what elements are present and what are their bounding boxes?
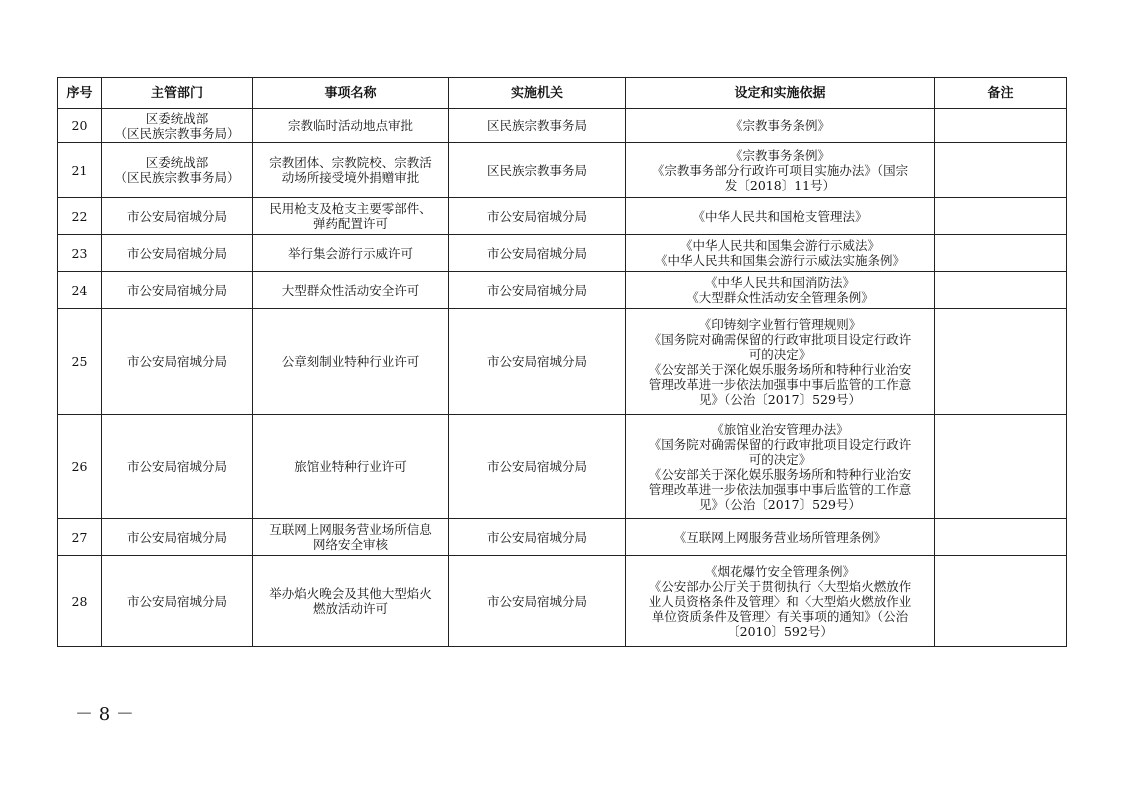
item-name-cell-line: 互联网上网服务营业场所信息 bbox=[269, 522, 432, 537]
supervising-dept-cell-line: （区民族宗教事务局） bbox=[114, 125, 240, 141]
implementing-org-cell: 市公安局宿城分局 bbox=[449, 519, 626, 556]
legal-basis-cell-line: 〔2010〕592号） bbox=[727, 623, 833, 639]
legal-basis-cell-line: 可的决定》 bbox=[748, 451, 812, 467]
legal-basis-cell-line: 《大型群众性活动安全管理条例》 bbox=[686, 290, 874, 305]
legal-basis-cell bbox=[626, 272, 935, 309]
legal-basis-cell bbox=[626, 198, 935, 235]
item-name-cell bbox=[253, 109, 449, 143]
table-row bbox=[58, 556, 1067, 647]
item-name-cell-line: 网络安全审核 bbox=[312, 537, 388, 552]
item-name-cell bbox=[253, 198, 449, 235]
serial-number-cell: 21 bbox=[58, 143, 102, 198]
legal-basis-cell bbox=[626, 109, 935, 143]
item-name-cell bbox=[253, 143, 449, 198]
supervising-dept-cell bbox=[102, 198, 253, 235]
page-number: － 8 － bbox=[75, 704, 134, 725]
supervising-dept-cell bbox=[102, 556, 253, 647]
item-name-cell bbox=[253, 519, 449, 556]
remarks-cell bbox=[935, 556, 1067, 647]
legal-basis-cell-line: 单位资质条件及管理〉有关事项的通知》（公治 bbox=[651, 608, 909, 624]
serial-number-cell: 26 bbox=[58, 415, 102, 519]
legal-basis-cell-line: 见》（公治〔2017〕529号） bbox=[699, 496, 861, 512]
item-name-cell bbox=[253, 556, 449, 647]
legal-basis-cell-line: 《中华人民共和国消防法》 bbox=[704, 275, 855, 290]
item-name-cell-line: 大型群众性活动安全许可 bbox=[281, 282, 420, 298]
remarks-cell bbox=[935, 415, 1067, 519]
implementing-org-cell: 市公安局宿城分局 bbox=[449, 272, 626, 309]
legal-basis-cell-line: 《中华人民共和国集会游行示威法》 bbox=[679, 238, 880, 253]
remarks-cell bbox=[935, 143, 1067, 198]
item-name-cell-line: 公章刻制业特种行业许可 bbox=[281, 354, 420, 369]
remarks-cell bbox=[935, 235, 1067, 272]
header-legal-basis: 设定和实施依据 bbox=[626, 78, 935, 109]
item-name-cell-line: 民用枪支及枪支主要零部件、 bbox=[269, 201, 432, 216]
legal-basis-cell-line: 《烟花爆竹安全管理条例》 bbox=[704, 563, 855, 579]
supervising-dept-cell-line: 市公安局宿城分局 bbox=[126, 245, 227, 261]
legal-basis-cell-line: 《宗教事务部分行政许可项目实施办法》（国宗 bbox=[651, 162, 909, 178]
supervising-dept-cell bbox=[102, 272, 253, 309]
item-name-cell-line: 举行集会游行示威许可 bbox=[287, 245, 413, 261]
header-implementing-org: 实施机关 bbox=[449, 78, 626, 109]
legal-basis-cell-line: 业人员资格条件及管理〉和〈大型焰火燃放作业 bbox=[648, 593, 912, 609]
remarks-cell bbox=[935, 519, 1067, 556]
legal-basis-cell-line: 《国务院对确需保留的行政审批项目设定行政许 bbox=[648, 436, 912, 452]
supervising-dept-cell bbox=[102, 519, 253, 556]
item-name-cell bbox=[253, 415, 449, 519]
item-name-cell bbox=[253, 272, 449, 309]
header-remarks: 备注 bbox=[935, 78, 1067, 109]
legal-basis-cell-line: 《中华人民共和国枪支管理法》 bbox=[692, 208, 868, 224]
legal-basis-cell-line: 管理改革进一步依法加强事中事后监管的工作意 bbox=[648, 376, 912, 392]
serial-number-cell: 25 bbox=[58, 309, 102, 415]
supervising-dept-cell-line: （区民族宗教事务局） bbox=[114, 170, 240, 185]
table-row bbox=[58, 198, 1067, 235]
supervising-dept-cell bbox=[102, 415, 253, 519]
legal-basis-cell-line: 《互联网上网服务营业场所管理条例》 bbox=[673, 529, 887, 545]
implementing-org-cell: 区民族宗教事务局 bbox=[449, 143, 626, 198]
table-row bbox=[58, 235, 1067, 272]
table-header-row bbox=[58, 78, 1067, 109]
serial-number-cell: 28 bbox=[58, 556, 102, 647]
legal-basis-cell-line: 《宗教事务条例》 bbox=[729, 118, 830, 133]
remarks-cell bbox=[935, 198, 1067, 235]
legal-basis-cell bbox=[626, 235, 935, 272]
implementing-org-cell: 市公安局宿城分局 bbox=[449, 415, 626, 519]
approval-items-table bbox=[57, 77, 1067, 647]
legal-basis-cell bbox=[626, 309, 935, 415]
supervising-dept-cell-line: 市公安局宿城分局 bbox=[126, 529, 227, 545]
legal-basis-cell bbox=[626, 556, 935, 647]
item-name-cell-line: 旅馆业特种行业许可 bbox=[294, 459, 407, 474]
table-row bbox=[58, 415, 1067, 519]
implementing-org-cell: 市公安局宿城分局 bbox=[449, 198, 626, 235]
legal-basis-cell-line: 《公安部办公厅关于贯彻执行〈大型焰火燃放作 bbox=[648, 578, 912, 594]
legal-basis-cell-line: 《中华人民共和国集会游行示威法实施条例》 bbox=[654, 253, 905, 268]
serial-number-cell: 23 bbox=[58, 235, 102, 272]
implementing-org-cell: 区民族宗教事务局 bbox=[449, 109, 626, 143]
item-name-cell-line: 弹药配置许可 bbox=[312, 216, 388, 231]
item-name-cell-line: 宗教团体、宗教院校、宗教活 bbox=[269, 155, 432, 170]
legal-basis-cell bbox=[626, 415, 935, 519]
remarks-cell bbox=[935, 109, 1067, 143]
legal-basis-cell-line: 见》（公治〔2017〕529号） bbox=[699, 391, 861, 407]
remarks-cell bbox=[935, 272, 1067, 309]
supervising-dept-cell-line: 市公安局宿城分局 bbox=[126, 354, 227, 369]
legal-basis-cell-line: 《公安部关于深化娱乐服务场所和特种行业治安 bbox=[648, 466, 912, 482]
table-row bbox=[58, 109, 1067, 143]
serial-number-cell: 24 bbox=[58, 272, 102, 309]
table-row bbox=[58, 143, 1067, 198]
legal-basis-cell-line: 《公安部关于深化娱乐服务场所和特种行业治安 bbox=[648, 361, 912, 377]
legal-basis-cell-line: 《旅馆业治安管理办法》 bbox=[711, 421, 849, 437]
supervising-dept-cell bbox=[102, 143, 253, 198]
table-row bbox=[58, 272, 1067, 309]
item-name-cell bbox=[253, 309, 449, 415]
item-name-cell-line: 举办焰火晚会及其他大型焰火 bbox=[269, 586, 432, 601]
item-name-cell-line: 动场所接受境外捐赠审批 bbox=[281, 170, 420, 185]
table-row bbox=[58, 519, 1067, 556]
serial-number-cell: 20 bbox=[58, 109, 102, 143]
item-name-cell bbox=[253, 235, 449, 272]
table-row bbox=[58, 309, 1067, 415]
legal-basis-cell-line: 《宗教事务条例》 bbox=[729, 147, 830, 163]
remarks-cell bbox=[935, 309, 1067, 415]
legal-basis-cell-line: 发〔2018〕11号） bbox=[724, 177, 836, 193]
header-item-name: 事项名称 bbox=[253, 78, 449, 109]
legal-basis-cell-line: 管理改革进一步依法加强事中事后监管的工作意 bbox=[648, 481, 912, 497]
header-serial-number: 序号 bbox=[58, 78, 102, 109]
legal-basis-cell-line: 《国务院对确需保留的行政审批项目设定行政许 bbox=[648, 331, 912, 347]
legal-basis-cell bbox=[626, 143, 935, 198]
supervising-dept-cell-line: 市公安局宿城分局 bbox=[126, 208, 227, 224]
supervising-dept-cell-line: 市公安局宿城分局 bbox=[126, 282, 227, 298]
supervising-dept-cell-line: 区委统战部 bbox=[145, 155, 209, 170]
implementing-org-cell: 市公安局宿城分局 bbox=[449, 309, 626, 415]
serial-number-cell: 27 bbox=[58, 519, 102, 556]
supervising-dept-cell-line: 市公安局宿城分局 bbox=[126, 459, 227, 474]
legal-basis-cell-line: 可的决定》 bbox=[748, 346, 812, 362]
implementing-org-cell: 市公安局宿城分局 bbox=[449, 235, 626, 272]
supervising-dept-cell-line: 市公安局宿城分局 bbox=[126, 593, 227, 609]
table-body bbox=[58, 109, 1067, 647]
header-supervising-dept: 主管部门 bbox=[102, 78, 253, 109]
legal-basis-cell-line: 《印铸刻字业暂行管理规则》 bbox=[698, 316, 862, 332]
implementing-org-cell: 市公安局宿城分局 bbox=[449, 556, 626, 647]
supervising-dept-cell-line: 区委统战部 bbox=[145, 110, 209, 126]
serial-number-cell: 22 bbox=[58, 198, 102, 235]
item-name-cell-line: 燃放活动许可 bbox=[312, 601, 388, 616]
legal-basis-cell bbox=[626, 519, 935, 556]
supervising-dept-cell bbox=[102, 235, 253, 272]
item-name-cell-line: 宗教临时活动地点审批 bbox=[287, 118, 413, 133]
supervising-dept-cell bbox=[102, 109, 253, 143]
supervising-dept-cell bbox=[102, 309, 253, 415]
